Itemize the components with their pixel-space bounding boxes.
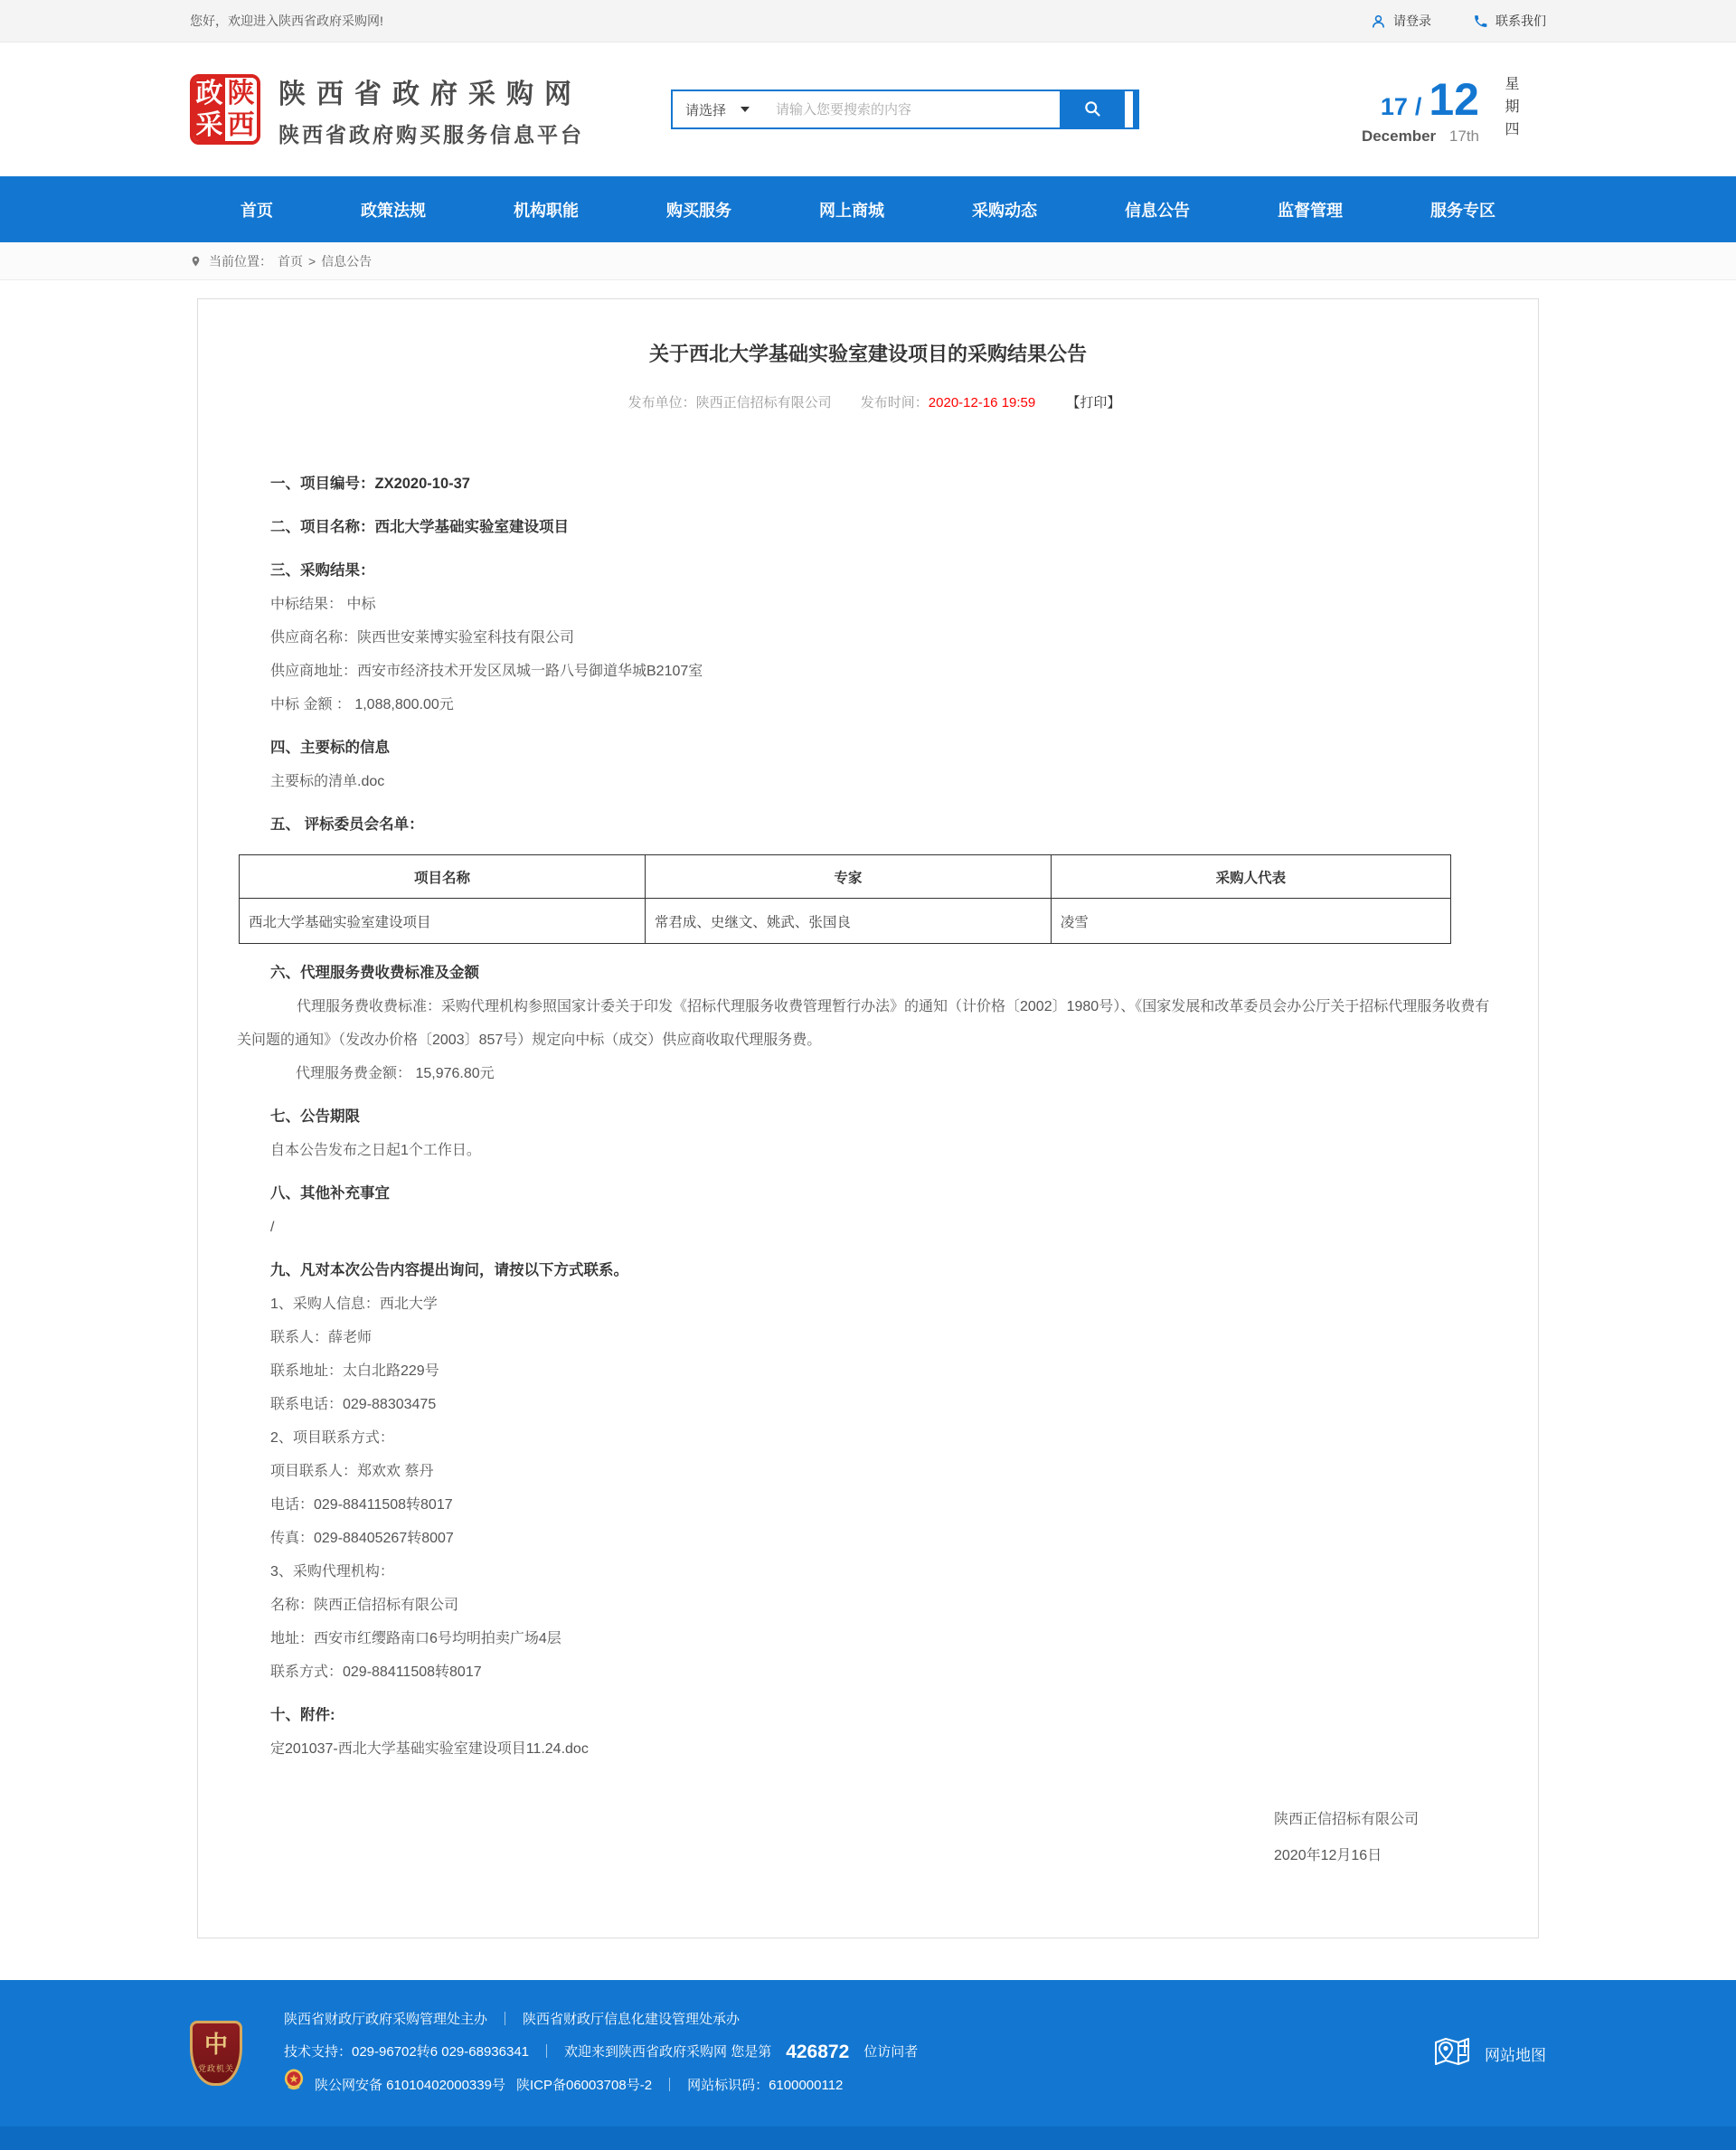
publish-time-value: 2020-12-16 19:59 (928, 395, 1036, 410)
search-category-select[interactable] (673, 100, 774, 119)
footer-separator: ｜ (498, 2012, 513, 2027)
contact-label: 联系我们 (1495, 14, 1546, 28)
column-header: 项目名称 (240, 855, 646, 899)
body-line: 2、项目联系方式： (270, 1430, 394, 1446)
footer-separator: ｜ (663, 2078, 677, 2093)
section-heading: 五、 评标委员会名单： (270, 816, 424, 833)
body-line: 电话：029-88411508转8017 (270, 1497, 453, 1513)
breadcrumb (0, 242, 1736, 280)
section-heading: 二、项目名称：西北大学基础实验室建设项目 (270, 519, 569, 535)
attachment-link[interactable]: 主要标的清单.doc (270, 774, 385, 789)
body-line: 自本公告发布之日起1个工作日。 (270, 1143, 481, 1158)
signature-date: 2020年12月16日 (1274, 1848, 1382, 1863)
site-subtitle: 陕西省政府购买服务信息平台 (278, 122, 584, 146)
section-heading: 十、附件: (270, 1707, 335, 1723)
logo-char: 陕 (225, 78, 257, 109)
signature-company: 陕西正信招标有限公司 (1274, 1812, 1420, 1827)
body-line: 中标结果： 中标 (270, 597, 376, 612)
topbar (0, 0, 1736, 42)
section-heading: 八、其他补充事宜 (270, 1185, 390, 1202)
table-header-row (240, 855, 1451, 899)
body-line: 联系方式：029-88411508转8017 (270, 1664, 482, 1680)
section-heading: 七、公告期限 (270, 1108, 360, 1125)
body-line: / (270, 1220, 275, 1235)
visitor-text-suffix: 位访问者 (863, 2044, 919, 2060)
visitor-text-prefix: 欢迎来到陕西省政府采购网 您是第 (564, 2044, 772, 2060)
logo-char: 采 (193, 109, 225, 141)
nav-item-services[interactable]: 购买服务 (666, 201, 731, 220)
footer-bottom-strip (0, 2126, 1736, 2150)
body-line: 代理服务费金额： 15,976.80元 (296, 1066, 495, 1081)
body-line: 联系地址：太白北路229号 (270, 1363, 439, 1379)
section-heading: 六、代理服务费收费标准及金额 (270, 965, 479, 981)
phone-icon (1473, 14, 1488, 29)
footer-line-organizers (284, 2004, 918, 2036)
footer-line-beian (284, 2069, 918, 2103)
date-weekday: 星期四 (1503, 75, 1518, 144)
search-select-label: 请选择 (685, 102, 727, 118)
footer-separator: ｜ (540, 2044, 554, 2060)
breadcrumb-label: 当前位置： (209, 253, 272, 269)
committee-table (239, 854, 1451, 944)
column-header: 专家 (645, 855, 1051, 899)
site-logo[interactable] (190, 71, 584, 148)
body-line: 联系人：薛老师 (270, 1330, 373, 1345)
breadcrumb-separator: > (308, 253, 316, 269)
site-code-text: 网站标识码：6100000112 (687, 2078, 844, 2093)
emblem-symbol: 中 (203, 2031, 228, 2058)
organizer-text: 陕西省财政厅政府采购管理处主办 (284, 2012, 488, 2027)
emblem-label: 党政机关 (197, 2063, 234, 2073)
date-month-number: 12 (1429, 74, 1479, 125)
section-heading: 九、凡对本次公告内容提出询问，请按以下方式联系。 (270, 1262, 628, 1278)
date-separator: / (1414, 93, 1422, 120)
search-icon (1083, 99, 1101, 120)
publisher-label: 发布单位： (627, 395, 696, 410)
body-line: 1、采购人信息：西北大学 (270, 1297, 438, 1312)
body-line: 传真：029-88405267转8007 (270, 1531, 454, 1546)
nav-item-functions[interactable]: 机构职能 (514, 201, 579, 220)
search-input[interactable] (774, 91, 1060, 127)
body-line: 联系电话：029-88303475 (270, 1397, 437, 1412)
publisher-value: 陕西正信招标有限公司 (695, 395, 832, 410)
body-line: 供应商地址：西安市经济技术开发区凤城一路八号御道华城B2107室 (270, 664, 703, 679)
contact-link[interactable] (1473, 12, 1546, 30)
section-heading: 一、项目编号：ZX2020-10-37 (270, 476, 470, 492)
logo-seal-icon (190, 74, 260, 145)
section-heading: 三、采购结果： (270, 562, 375, 579)
footer-line-support (284, 2036, 918, 2069)
site-title: 陕西省政府采购网 (278, 79, 582, 109)
search-button[interactable] (1060, 91, 1125, 127)
article-meta (270, 392, 1466, 411)
nav-item-notices[interactable]: 信息公告 (1125, 201, 1190, 220)
body-line: 3、采购代理机构： (270, 1564, 394, 1579)
search-box-accent-strip (1133, 91, 1137, 127)
date-day: 17 (1380, 93, 1408, 120)
print-button[interactable]: 【打印】 (1066, 395, 1121, 410)
column-header: 采购人代表 (1051, 855, 1450, 899)
table-row (240, 899, 1451, 944)
gongan-beian-link[interactable]: 陕公网安备 61010402000339号 (315, 2078, 505, 2093)
body-line: 项目联系人：郑欢欢 蔡丹 (270, 1464, 434, 1479)
breadcrumb-home-link[interactable]: 首页 (278, 253, 303, 269)
main-nav (0, 176, 1736, 242)
tech-support-text: 技术支持：029-96702转6 029-68936341 (284, 2044, 530, 2060)
nav-item-news[interactable]: 采购动态 (972, 201, 1037, 220)
section-heading: 四、主要标的信息 (270, 740, 390, 756)
body-paragraph: 代理服务费收费标准：采购代理机构参照国家计委关于印发《招标代理服务收费管理暂行办法》的通知（计价格〔2002〕1980号）、《国家发展和改革委员会办公厅关于招标代理服务收费有关问题的通知》（发改办价格〔2003〕857号）规定向中标（成交）供应商收取代理服务费。 (237, 999, 1490, 1048)
sitemap-link[interactable] (1432, 2033, 1546, 2074)
date-widget (1362, 73, 1546, 146)
publish-time-label: 发布时间： (860, 395, 929, 410)
chevron-down-icon (741, 107, 750, 112)
user-icon (1371, 14, 1386, 29)
nav-item-policy[interactable]: 政策法规 (361, 201, 426, 220)
nav-item-oversight[interactable]: 监督管理 (1278, 201, 1343, 220)
logo-char: 政 (193, 78, 225, 109)
header (0, 42, 1736, 176)
map-icon (1432, 2033, 1472, 2074)
co-organizer-text: 陕西省财政厅信息化建设管理处承办 (523, 2012, 741, 2027)
table-cell: 凌雪 (1051, 899, 1450, 944)
police-badge-icon (284, 2069, 304, 2103)
visitor-count: 426872 (786, 2042, 850, 2062)
date-day-ordinal: 17th (1448, 127, 1479, 145)
nav-item-home[interactable]: 首页 (241, 201, 273, 220)
body-line: 供应商名称：陕西世安莱博实验室科技有限公司 (270, 630, 575, 646)
location-pin-icon (190, 254, 203, 269)
nav-item-zone[interactable]: 服务专区 (1430, 201, 1495, 220)
welcome-text: 您好，欢迎进入陕西省政府采购网! (190, 14, 383, 28)
search-box (671, 90, 1139, 129)
footer (0, 1980, 1736, 2150)
date-month-name: December (1361, 127, 1437, 145)
login-link[interactable] (1371, 12, 1431, 30)
sitemap-label: 网站地图 (1485, 2046, 1546, 2064)
login-label: 请登录 (1393, 14, 1431, 28)
article-card (197, 298, 1539, 1938)
government-emblem-icon (190, 2021, 242, 2086)
body-line: 名称：陕西正信招标有限公司 (270, 1598, 459, 1613)
page-title: 关于西北大学基础实验室建设项目的采购结果公告 (648, 343, 1087, 365)
logo-char: 西 (225, 109, 257, 141)
nav-item-mall[interactable]: 网上商城 (819, 201, 884, 220)
body-line: 地址：西安市红缨路南口6号均明拍卖广场4层 (270, 1631, 561, 1646)
attachment-link[interactable]: 定201037-西北大学基础实验室建设项目11.24.doc (270, 1741, 589, 1757)
signature-block (1274, 1802, 1466, 1874)
table-cell: 西北大学基础实验室建设项目 (240, 899, 646, 944)
icp-beian-link[interactable]: 陕ICP备06003708号-2 (515, 2078, 653, 2093)
body-line: 中标 金额 ： 1,088,800.00元 (270, 697, 454, 712)
breadcrumb-current-link[interactable]: 信息公告 (321, 253, 373, 269)
table-cell: 常君成、史继文、姚武、张国良 (645, 899, 1051, 944)
